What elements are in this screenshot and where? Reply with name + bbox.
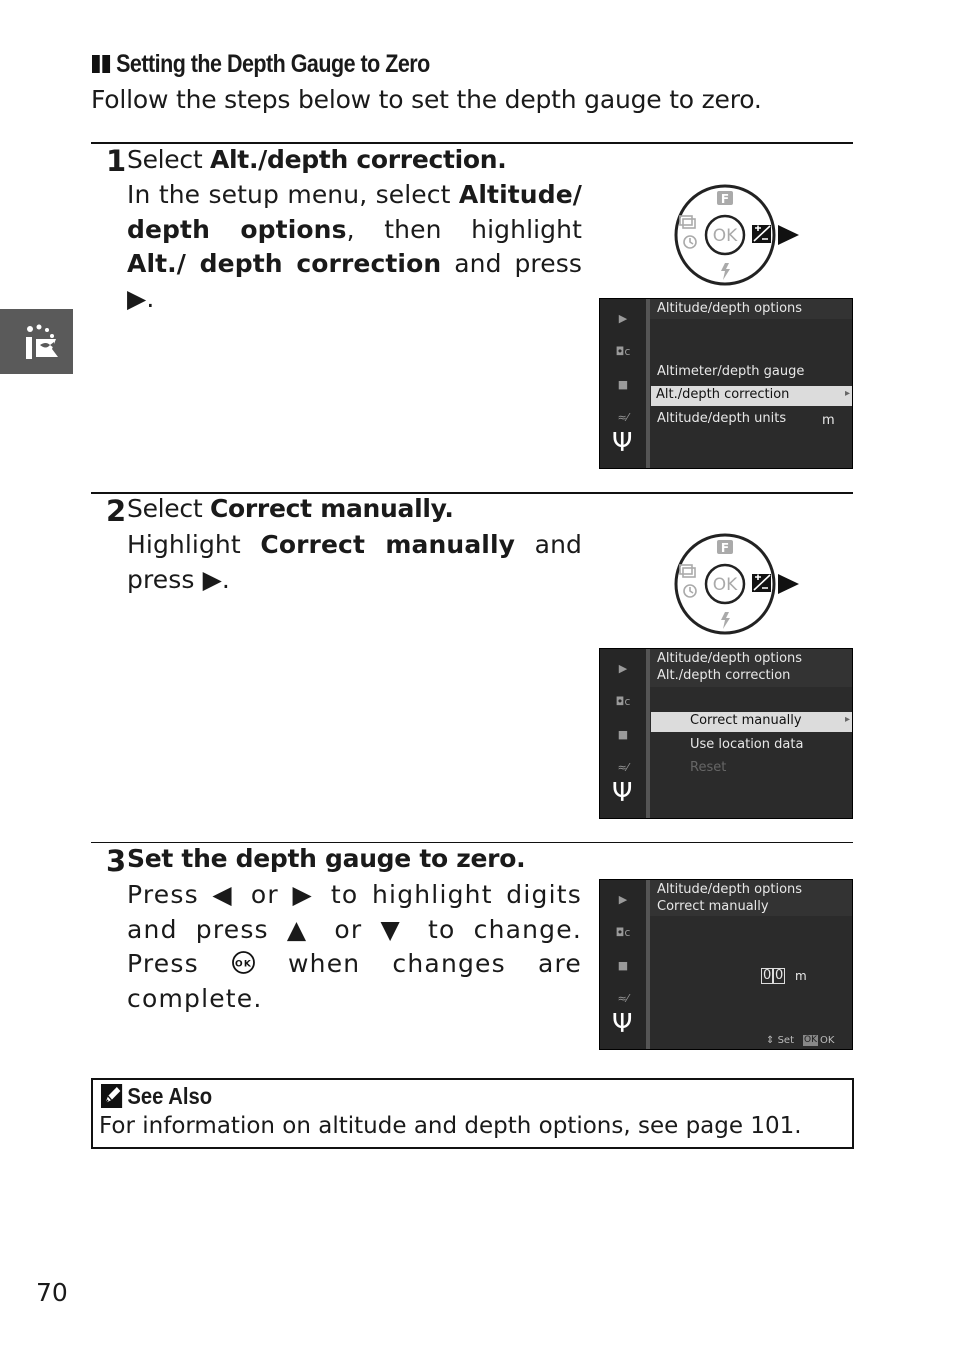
see-also-text: For information on altitude and depth options, see page 101. [99, 1113, 802, 1139]
multi-selector-dial [672, 183, 802, 289]
digit-field: 0 [763, 968, 772, 983]
multi-selector-dial [672, 532, 802, 638]
right-arrow-icon: ▶ [127, 283, 147, 313]
step-divider [91, 842, 853, 843]
up-arrow-icon: ▲ [286, 914, 317, 944]
wrench-icon: Ψ [612, 778, 633, 808]
flash-mode-label: F [720, 192, 730, 206]
step-heading: Select Correct manually. [127, 494, 454, 523]
playback-menu-icon: ▶ [618, 893, 628, 906]
page-number: 70 [36, 1278, 68, 1307]
svg-text:OK: OK [234, 959, 252, 970]
step-instructions: Highlight Correct manually and press ▶. [127, 530, 582, 594]
title-marker-icon [102, 55, 110, 73]
step-instructions: Press ◀ or ▶ to highlight digits and press ▲ or ▼ to change. Press OK when changes are complete. [127, 880, 582, 1013]
right-arrow-icon [778, 574, 799, 594]
ok-button-icon [231, 950, 256, 975]
pencil-note-icon [101, 1084, 124, 1108]
chapter-tab [0, 309, 73, 374]
section-title: Setting the Depth Gauge to Zero [92, 50, 430, 79]
digit-field: 0 [775, 968, 784, 983]
step-number: 2 [106, 494, 125, 528]
ok-label: OK [712, 226, 738, 246]
movie-menu-icon: ■ [617, 728, 629, 741]
right-arrow-icon: ▶ [202, 564, 222, 594]
playback-menu-icon: ▶ [618, 312, 628, 325]
selector-icon: ⇕ [766, 1035, 775, 1046]
step-divider [91, 142, 853, 144]
step-heading: Set the depth gauge to zero. [127, 844, 526, 873]
setup-tools-icon: ≈⁄ [617, 411, 629, 424]
camera-menu-screen: ▶ ◘c ■ ≈⁄ Ψ Altitude/depth options Correct manually 0 0 m ⇕ Set OK OK [599, 879, 853, 1050]
movie-menu-icon: ■ [617, 959, 629, 972]
ok-label: OK [712, 575, 738, 595]
movie-menu-icon: ■ [617, 378, 629, 391]
wrench-icon: Ψ [612, 1009, 633, 1039]
playback-menu-icon: ▶ [618, 662, 628, 675]
step-instructions: In the setup menu, select Altitude/ depth options, then highlight Alt./ depth correction and press ▶. [127, 180, 582, 313]
flash-mode-label: F [720, 541, 730, 555]
shooting-menu-icon: ◘c [615, 926, 631, 939]
ok-badge: OK [804, 1035, 817, 1045]
right-arrow-icon [778, 225, 799, 245]
title-marker-icon [92, 55, 100, 73]
step-number: 3 [106, 844, 125, 878]
underwater-mode-icon [0, 309, 73, 374]
down-arrow-icon: ▼ [380, 914, 410, 944]
shooting-menu-icon: ◘c [615, 695, 631, 708]
camera-menu-screen: ▶ ◘c ■ ≈⁄ Ψ Altitude/depth options Altimeter/depth gauge Alt./depth correction ▸ Altitude/depth units m [599, 298, 853, 469]
step-heading: Select Alt./depth correction. [127, 145, 507, 174]
left-arrow-icon: ◀ [212, 880, 238, 909]
wrench-icon: Ψ [612, 428, 633, 458]
step-number: 1 [106, 144, 125, 178]
camera-menu-screen: ▶ ◘c ■ ≈⁄ Ψ Altitude/depth options Alt./depth correction Correct manually ▸ Use location data Reset [599, 648, 853, 819]
see-also-box [91, 1078, 854, 1149]
footer-set-hint: ⇕ Set [766, 1035, 794, 1046]
right-arrow-icon: ▶ [292, 880, 318, 909]
intro-text: Follow the steps below to set the depth gauge to zero. [91, 85, 762, 114]
setup-tools-icon: ≈⁄ [617, 992, 629, 1005]
setup-tools-icon: ≈⁄ [617, 761, 629, 774]
shooting-menu-icon: ◘c [615, 345, 631, 358]
see-also-title: See Also [101, 1083, 212, 1110]
